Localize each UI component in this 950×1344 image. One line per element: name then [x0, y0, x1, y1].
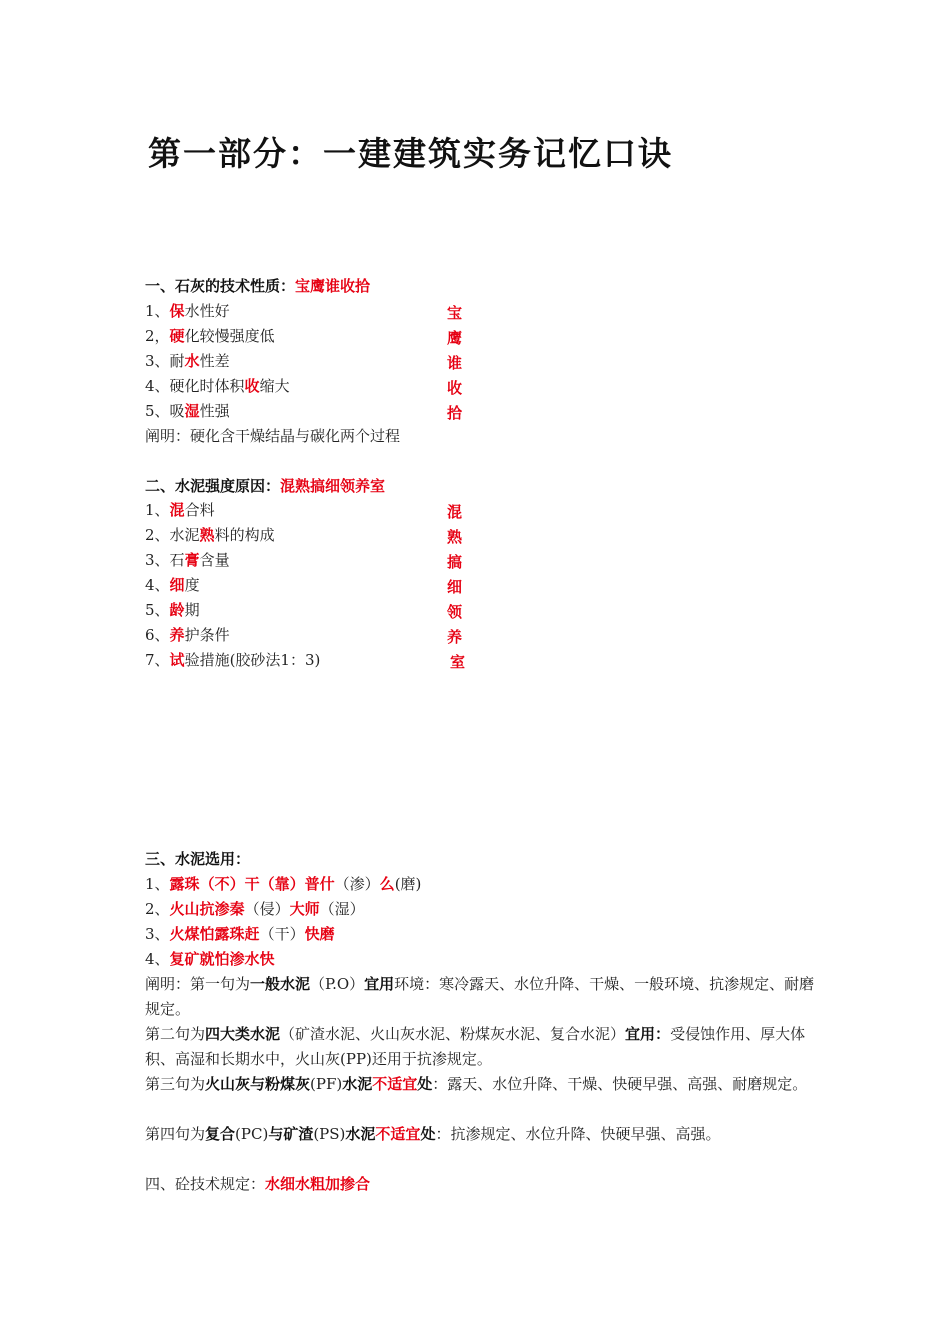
mnemonic-char: 鹰: [447, 329, 463, 347]
list-item: 1、保水性好: [145, 302, 230, 320]
mnemonic-line: 2、火山抗渗秦（侵）大师（湿）: [145, 900, 365, 918]
list-item: 5、吸湿性强: [145, 402, 230, 420]
mnemonic-line: 4、复矿就怕渗水快: [145, 950, 275, 968]
mnemonic-char: 搞: [447, 553, 463, 571]
explanation-paragraph: 第四句为复合(PC)与矿渣(PS)水泥不适宜处：抗渗规定、水位升降、快硬早强、高强。: [145, 1125, 721, 1143]
section-2-heading: 二、水泥强度原因：混熟搞细领养室: [145, 477, 386, 495]
explanation-paragraph: 第三句为火山灰与粉煤灰(PF)水泥不适宜处：露天、水位升降、干燥、快硬早强、高强、耐磨规定。: [145, 1075, 808, 1093]
list-item: 6、养护条件: [145, 626, 230, 644]
mnemonic-char: 领: [447, 603, 463, 621]
section-1-heading: 一、石灰的技术性质：宝鹰谁收拾: [145, 277, 371, 295]
section-3-heading: 三、水泥选用：: [145, 850, 251, 868]
mnemonic: 水细水粗加掺合: [265, 1175, 371, 1193]
mnemonic-char: 混: [447, 503, 463, 521]
section-note: 阐明：硬化含干燥结晶与碳化两个过程: [145, 427, 401, 445]
mnemonic-char: 养: [447, 628, 463, 646]
list-item: 4、细度: [145, 576, 200, 594]
mnemonic-char: 收: [447, 379, 463, 397]
list-item: 3、石膏含量: [145, 551, 230, 569]
mnemonic: 宝鹰谁收拾: [295, 277, 371, 295]
list-item: 3、耐水性差: [145, 352, 230, 370]
list-item: 4、硬化时体积收缩大: [145, 377, 290, 395]
mnemonic-char: 谁: [447, 354, 463, 372]
mnemonic-char: 细: [447, 578, 463, 596]
mnemonic-char: 熟: [447, 528, 463, 546]
section-4-heading: 四、砼技术规定：水细水粗加掺合: [145, 1175, 371, 1193]
mnemonic-char: 拾: [447, 404, 463, 422]
mnemonic-char: 宝: [447, 304, 463, 322]
mnemonic-char: 室: [450, 653, 466, 671]
page-title: 第一部分：一建建筑实务记忆口诀: [148, 134, 673, 173]
mnemonic-line: 1、露珠（不）干（靠）普什（渗）么(磨): [145, 875, 422, 893]
mnemonic: 混熟搞细领养室: [280, 477, 386, 495]
explanation-paragraph: 阐明：第一句为一般水泥（P.O）宜用环境：寒冷露天、水位升降、干燥、一般环境、抗渗规定、耐磨规定。: [145, 975, 815, 1018]
list-item: 5、龄期: [145, 601, 200, 619]
list-item: 2、水泥熟料的构成: [145, 526, 275, 544]
list-item: 2，硬化较慢强度低: [145, 327, 275, 345]
explanation-paragraph: 第二句为四大类水泥（矿渣水泥、火山灰水泥、粉煤灰水泥、复合水泥）宜用：受侵蚀作用、厚大体积、高湿和长期水中，火山灰(PP)还用于抗渗规定。: [145, 1025, 806, 1068]
mnemonic-line: 3、火煤怕露珠赶（干）快磨: [145, 925, 335, 943]
list-item: 1、混合料: [145, 501, 215, 519]
list-item: 7、试验措施(胶砂法1：3): [145, 651, 321, 669]
